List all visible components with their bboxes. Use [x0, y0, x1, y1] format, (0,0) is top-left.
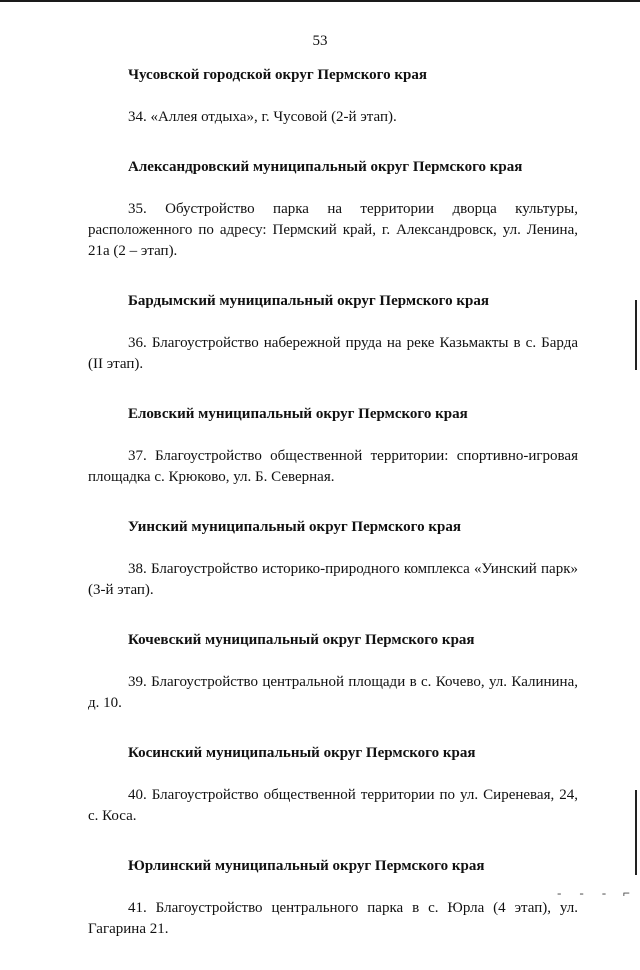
list-item: 37. Благоустройство общественной территории: спортивно-игровая площадка с. Крюково, ул. Б. Северная. — [88, 448, 578, 485]
document-body — [88, 66, 578, 970]
scan-edge-mark — [635, 300, 637, 370]
section-elovo — [88, 405, 578, 488]
scan-top-border — [0, 0, 640, 2]
scan-corner-marks: - - - ⌐ — [555, 887, 634, 901]
section-kosa — [88, 744, 578, 827]
list-item: 35. Обустройство парка на территории дворца культуры, расположенного по адресу: Пермский край, г. Александровск, ул. Ленина, 21а (2 – этап). — [88, 201, 578, 259]
section-chusovoy — [88, 66, 578, 128]
list-item: 40. Благоустройство общественной территории по ул. Сиреневая, 24, с. Коса. — [88, 787, 578, 824]
section-aleksandrovsk — [88, 158, 578, 262]
section-heading: Еловский муниципальный округ Пермского края — [128, 406, 468, 422]
section-heading: Чусовской городской округ Пермского края — [128, 67, 427, 83]
section-heading: Кочевский муниципальный округ Пермского края — [128, 632, 475, 648]
section-heading: Бардымский муниципальный округ Пермского края — [128, 293, 489, 309]
section-bardym — [88, 292, 578, 375]
list-item: 38. Благоустройство историко-природного комплекса «Уинский парк» (3-й этап). — [88, 561, 578, 598]
section-heading: Юрлинский муниципальный округ Пермского края — [128, 858, 485, 874]
section-heading: Уинский муниципальный округ Пермского края — [128, 519, 461, 535]
section-uinsk — [88, 518, 578, 601]
list-item: 36. Благоустройство набережной пруда на реке Казьмакты в с. Барда (II этап). — [88, 335, 578, 372]
scan-edge-mark — [635, 790, 637, 875]
section-heading: Косинский муниципальный округ Пермского края — [128, 745, 476, 761]
list-item: 39. Благоустройство центральной площади в с. Кочево, ул. Калинина, д. 10. — [88, 674, 578, 711]
list-item: 41. Благоустройство центрального парка в с. Юрла (4 этап), ул. Гагарина 21. — [88, 900, 578, 937]
section-kochevo — [88, 631, 578, 714]
page-number: 53 — [312, 33, 328, 49]
section-heading: Александровский муниципальный округ Пермского края — [128, 159, 523, 175]
list-item: 34. «Аллея отдыха», г. Чусовой (2-й этап). — [128, 109, 397, 125]
section-yurla — [88, 857, 578, 940]
